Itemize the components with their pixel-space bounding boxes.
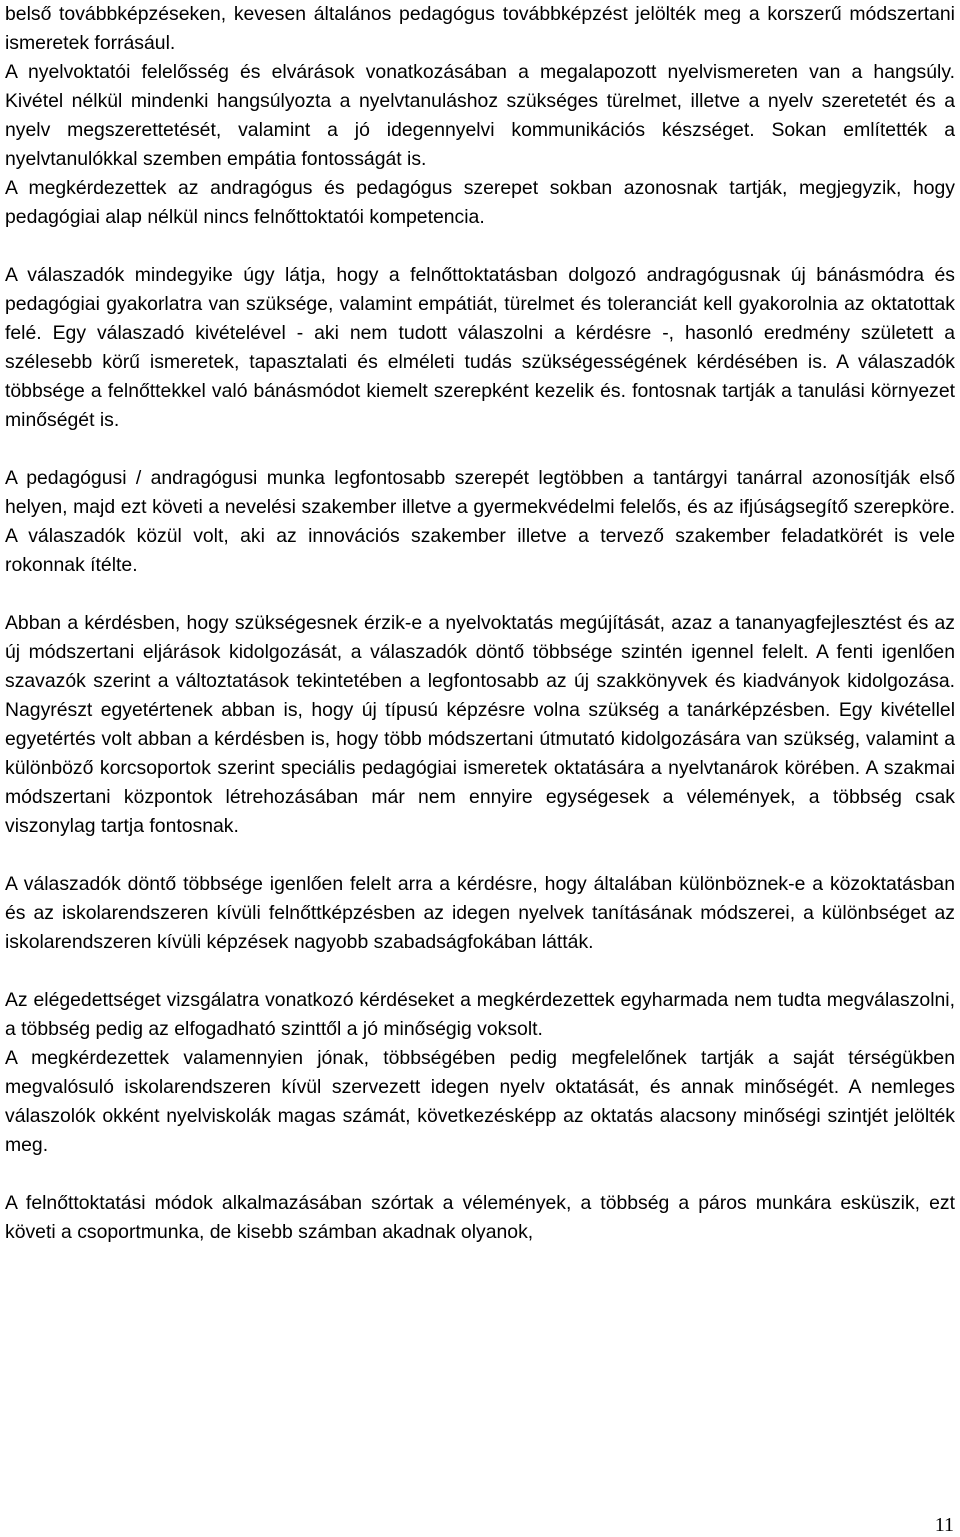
page-number: 11 (934, 1514, 954, 1536)
paragraph: A felnőttoktatási módok alkalmazásában szórtak a vélemények, a többség a páros munkára esküszik, ezt követi a csoportmunka, de kisebb számban akadnak olyanok, (5, 1192, 955, 1243)
paragraph-spacer (5, 580, 955, 609)
paragraph: A válaszadók mindegyike úgy látja, hogy a felnőttoktatásban dolgozó andragógusnak új bánásmódra és pedagógiai gyakorlatra van szüksége, valamint empátiát, türelmet és toleranciát kell gyakorolnia az oktatottak felé. Egy válaszadó kivételével - aki nem tudott válaszolni a kérdésre -, hasonló eredmény született a szélesebb körű ismeretek, tapasztalati és elméleti tudás szükségességének kérdésében is. A válaszadók többsége a felnőttekkel való bánásmódot kiemelt szerepként kezelik és. fontosnak tartják a tanulási környezet minőségét is. (5, 264, 955, 431)
document-page (5, 0, 955, 1247)
paragraph: A megkérdezettek az andragógus és pedagógus szerepet sokban azonosnak tartják, megjegyzik, hogy pedagógiai alap nélkül nincs felnőttoktatói kompetencia. (5, 177, 955, 228)
paragraph: Abban a kérdésben, hogy szükségesnek érzik-e a nyelvoktatás megújítását, azaz a tananyagfejlesztést és az új módszertani eljárások kidolgozását, a válaszadók döntő többsége szintén igennel felelt. A fenti igenlően szavazók szerint a változtatások tekintetében a legfontosabb az új szakkönyvek és kiadványok kidolgozása. Nagyrészt egyetértenek abban is, hogy új típusú képzésre volna szükség a tanárképzésben. Egy kivétellel egyetértés volt abban a kérdésben is, hogy több módszertani útmutató kidolgozására van szükség, valamint a különböző korcsoportok szerint speciális pedagógiai ismeretek oktatására a nyelvtanárok körében. A szakmai módszertani központok létrehozásában már nem ennyire egységesek a vélemények, a többség csak viszonylag tartja fontosnak. (5, 612, 955, 837)
paragraph: A pedagógusi / andragógusi munka legfontosabb szerepét legtöbben a tantárgyi tanárral azonosítják első helyen, majd ezt követi a nevelési szakember illetve a gyermekvédelmi felelős, és az ifjúságsegítő szerepköre. A válaszadók közül volt, aki az innovációs szakember illetve a tervező szakember feladatkörét is vele rokonnak ítélte. (5, 467, 955, 576)
paragraph: A megkérdezettek valamennyien jónak, többségében pedig megfelelőnek tartják a saját térségükben megvalósuló iskolarendszeren kívül szervezett idegen nyelv oktatását, és annak minőségét. A nemleges válaszolók okként nyelviskolák magas számát, következésképp az oktatás alacsony minőségi szintjét jelölték meg. (5, 1047, 955, 1156)
paragraph: A nyelvoktatói felelősség és elvárások vonatkozásában a megalapozott nyelvismereten van a hangsúly. Kivétel nélkül mindenki hangsúlyozta a nyelvtanuláshoz szükséges türelmet, illetve a nyelv szeretetét és a nyelv megszerettetését, valamint a jó idegennyelvi kommunikációs készséget. Sokan említették a nyelvtanulókkal szemben empátia fontosságát is. (5, 61, 955, 170)
paragraph: A válaszadók döntő többsége igenlően felelt arra a kérdésre, hogy általában különböznek-e a közoktatásban és az iskolarendszeren kívüli felnőttképzésben az idegen nyelvek tanításának módszerei, a különbséget az iskolarendszeren kívüli képzések nagyobb szabadságfokában látták. (5, 873, 955, 953)
paragraph-spacer (5, 957, 955, 986)
paragraph: belső továbbképzéseken, kevesen általános pedagógus továbbképzést jelölték meg a korszerű módszertani ismeretek forrásául. (5, 3, 955, 54)
paragraph-spacer (5, 841, 955, 870)
paragraph-spacer (5, 232, 955, 261)
paragraph-spacer (5, 435, 955, 464)
paragraph-spacer (5, 1160, 955, 1189)
paragraph: Az elégedettséget vizsgálatra vonatkozó kérdéseket a megkérdezettek egyharmada nem tudta megválaszolni, a többség pedig az elfogadható szinttől a jó minőségig voksolt. (5, 989, 955, 1040)
